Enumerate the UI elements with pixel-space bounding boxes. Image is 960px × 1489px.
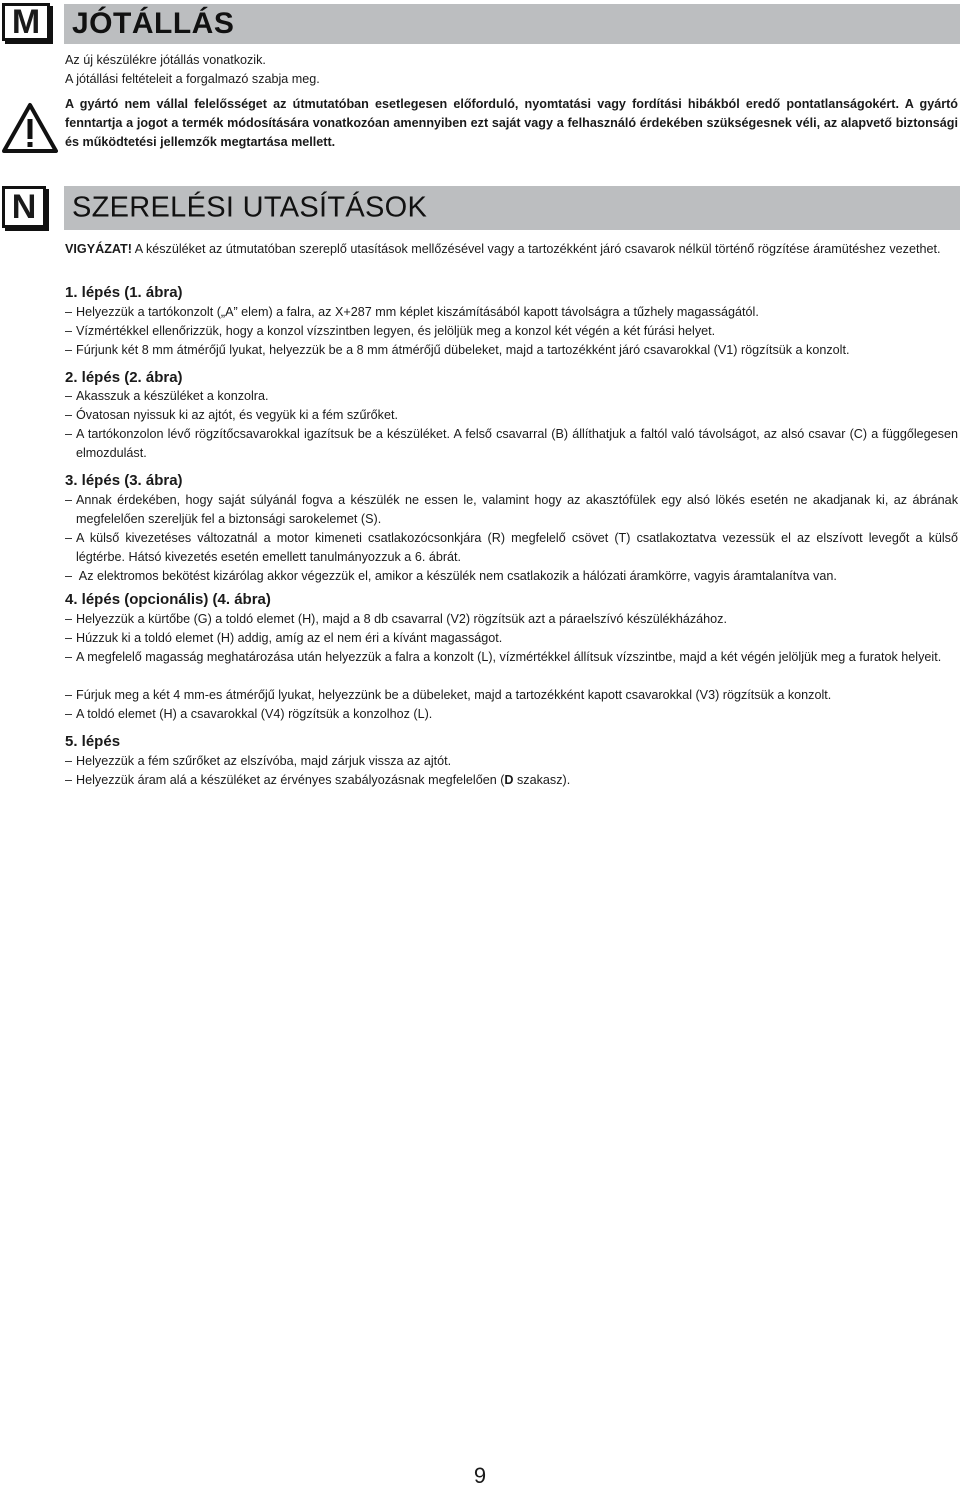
caution-label: VIGYÁZAT!: [65, 242, 132, 256]
step-5-heading: 5. lépés: [65, 733, 121, 750]
step-4-item: – Húzzuk ki a toldó elemet (H) addig, amíg az el nem éri a kívánt magasságot.: [65, 631, 503, 645]
step-1-heading: 1. lépés (1. ábra): [65, 284, 183, 301]
section-m-badge: [2, 3, 50, 41]
section-n-title-bar: [64, 186, 960, 230]
page-number: 9: [473, 1463, 487, 1488]
section-m-title-bar: [64, 4, 960, 44]
warning-triangle-icon: [2, 102, 58, 154]
step-2-item: – A tartókonzolon lévő rögzítőcsavarokkal igazítsuk be a készüléket. A felső csavarral (B) állíthatjuk a faltól való távolságot, az alsó csavar (C) a függőlegesen elmozdulást.: [65, 427, 958, 460]
liability-notice: A gyártó nem vállal felelősséget az útmutatóban esetlegesen előforduló, nyomtatási vagy fordítási hibákból eredő pontatlanságokért. A gyártó fenntartja a jogot a termék módosítására vonatkozóan amennyiben ezt saját vagy a felhasználó érdekében szükségesnek véli, az alapvető biztonsági és működtetési jellemzők megtartása mellett.: [65, 97, 958, 149]
step-2-item: – Óvatosan nyissuk ki az ajtót, és vegyük ki a fém szűrőket.: [65, 408, 398, 422]
warranty-line-1: Az új készülékre jótállás vonatkozik.: [65, 53, 266, 67]
step-5-item: – Helyezzük a fém szűrőket az elszívóba, majd zárjuk vissza az ajtót.: [65, 754, 452, 768]
section-m-badge-letter: M: [11, 2, 41, 41]
step-4-heading: 4. lépés (opcionális) (4. ábra): [65, 591, 271, 608]
step-4-item: – Helyezzük a kürtőbe (G) a toldó elemet (H), majd a 8 db csavarral (V2) rögzítsük azt a páraelszívó készülékházához.: [65, 612, 727, 626]
caution-text: A készüléket az útmutatóban szereplő utasítások mellőzésével vagy a tartozékként járó csavarok nélkül történő rögzítése áramütéshez vezethet.: [131, 242, 941, 256]
step-5-item: – Helyezzük áram alá a készüléket az érvényes szabályozásnak megfelelően (D szakasz).: [65, 773, 571, 787]
section-m-title: JÓTÁLLÁS: [72, 7, 235, 40]
section-n-badge: [2, 186, 46, 228]
step-2-item: – Akasszuk a készüléket a konzolra.: [65, 389, 269, 403]
step-4-item: – A toldó elemet (H) a csavarokkal (V4) rögzítsük a konzolhoz (L).: [65, 707, 433, 721]
step-1-item: – Vízmértékkel ellenőrizzük, hogy a konzol vízszintben legyen, és jelöljük meg a konzol két végén a két fúrási helyet.: [65, 324, 716, 338]
step-4-item: – A megfelelő magasság meghatározása után helyezzük a falra a konzolt (L), vízmértékkel állítsuk vízszintbe, majd a két végén jelöljük meg a furatok helyeit.: [65, 650, 942, 664]
warranty-line-2: A jótállási feltételeit a forgalmazó szabja meg.: [65, 72, 320, 86]
section-n-title: SZERELÉSI UTASÍTÁSOK: [72, 191, 428, 224]
step-3-item: – Annak érdekében, hogy saját súlyánál fogva a készülék ne essen le, valamint hogy az akasztófülek egy alsó lökés esetén ne akadjanak ki, az ábrának megfelelően szereljük fel a biztonsági sarokelemet (S).: [65, 493, 958, 526]
step-3-item: – Az elektromos bekötést kizárólag akkor végezzük el, amikor a készülék nem csatlakozik a hálózati áramkörre, vagyis áramtalanítva van.: [65, 569, 837, 583]
step-3-item: – A külső kivezetéses változatnál a motor kimeneti csatlakozócsonkjára (R) megfelelő csövet (T) csatlakoztatva vezessük el az elszívott levegőt a külső légtérbe. Hátsó kivezetés esetén emellett tanulmányozzuk a 6. ábrát.: [65, 531, 958, 564]
step-4-item: – Fúrjuk meg a két 4 mm-es átmérőjű lyukat, helyezzünk be a dübeleket, majd a tartozékként kapott csavarokkal (V3) rögzítsük a konzolt.: [65, 688, 832, 702]
step-1-item: – Fúrjunk két 8 mm átmérőjű lyukat, helyezzük be a 8 mm átmérőjű dübeleket, majd a tartozékként járó csavarokkal (V1) rögzítsük a konzolt.: [65, 343, 850, 357]
section-n-badge-letter: N: [11, 187, 37, 226]
step-3-heading: 3. lépés (3. ábra): [65, 472, 183, 489]
step-1-item: – Helyezzük a tartókonzolt („A” elem) a falra, az X+287 mm képlet kiszámításából kapott távolságra a tűzhely magasságától.: [65, 305, 759, 319]
step-2-heading: 2. lépés (2. ábra): [65, 369, 183, 386]
caution-paragraph: [65, 240, 958, 259]
